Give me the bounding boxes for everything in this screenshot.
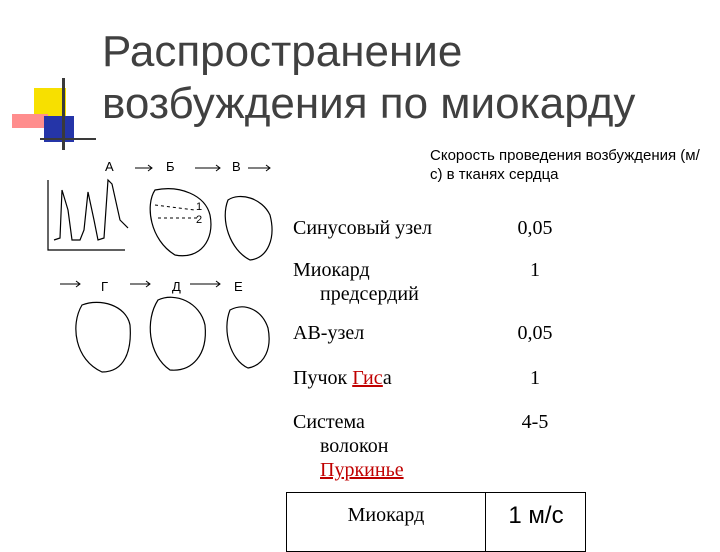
row-purkinje-name-b: волокон [320,435,389,457]
excitation-diagram [40,160,280,380]
purkinje-link-wrap [293,458,404,482]
diagram-mark-2: 2 [196,214,203,226]
row-sinus-name: Синусовый узел [293,217,432,239]
row-atrial-name-b: предсердий [320,283,419,305]
row-his-value: 1 [530,367,540,389]
heart-shapes-bottom [76,297,269,372]
box-name: Миокард [347,504,425,526]
myocardium-box [286,492,586,552]
diagram-label-b: Б [166,159,175,174]
row-his-name [293,366,392,390]
row-purkinje-name [293,410,404,482]
his-link[interactable]: Гис [352,367,383,389]
row-av-name: АВ-узел [293,322,365,344]
table-caption: Скорость проведения возбуждения (м/с) в тканях сердца [430,147,700,183]
dashed-lines [155,205,200,218]
row-atrial-name [293,258,419,306]
row-atrial-name-a: Миокард [293,259,370,281]
row-sinus-value: 0,05 [517,217,553,239]
box-value: 1 м/с [508,502,564,529]
diagram-label-a: А [105,159,114,174]
title-line-1: Распространение [102,27,463,76]
deco-horizontal-line [40,138,96,140]
title-line-2: возбуждения по миокарду [102,79,636,128]
row-top-arrows [135,165,270,171]
row-purkinje-name-a: Система [293,411,365,433]
heart-shapes-top [150,189,272,260]
purkinje-link[interactable]: Пуркинье [320,459,404,481]
diagram-label-v: В [232,159,241,174]
diagram-mark-1: 1 [196,201,203,213]
diagram-label-d: Д [172,279,181,294]
page-title [102,26,702,130]
row-his-name-a: Пучок [293,367,353,389]
diagram-label-e: Е [234,279,243,294]
row-purkinje-value: 4-5 [521,411,549,433]
diagram-label-g: Г [101,279,109,294]
deco-red-square [12,114,48,128]
row-atrial-value: 1 [530,259,540,281]
row-av-value: 0,05 [517,322,553,344]
row-his-name-b: а [382,367,392,389]
action-potential-plot [48,180,128,250]
row-bottom-arrows [60,281,220,287]
